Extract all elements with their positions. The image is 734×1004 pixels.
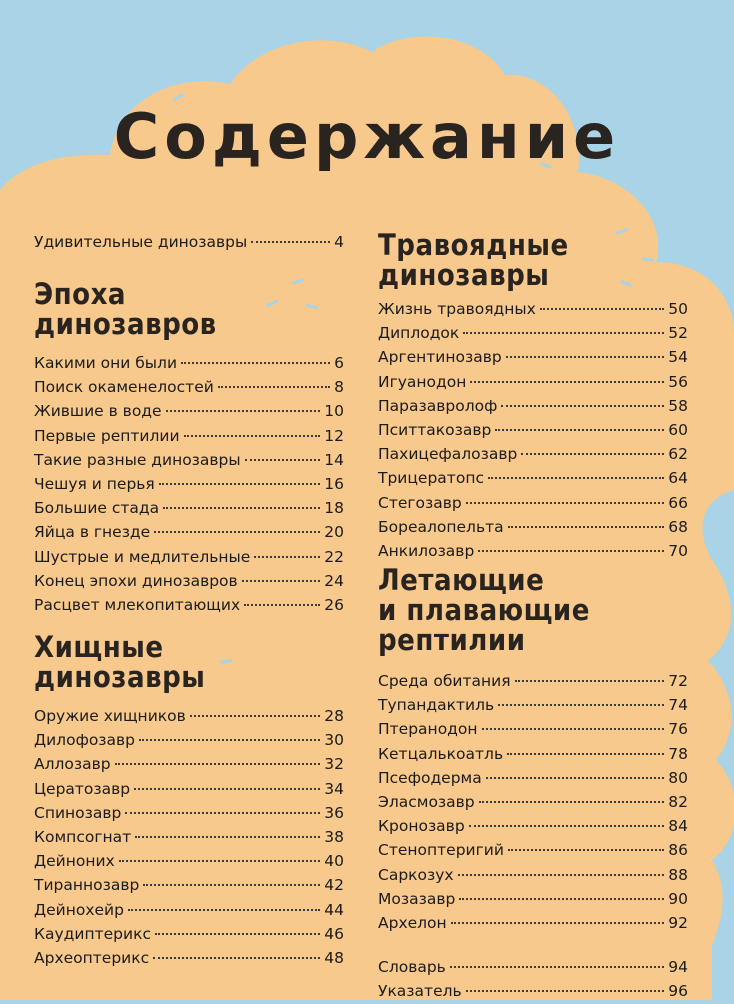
toc-entry-page: 42 [324,876,344,895]
toc-entry-page: 12 [324,426,344,445]
toc-entry-title: Пситтакозавр [378,421,492,440]
toc-entry-page: 70 [668,542,688,561]
toc-entry-page: 50 [668,300,688,318]
dot-leader [463,332,664,334]
toc-entry-page: 90 [668,889,688,908]
toc-entry-page: 8 [334,378,344,397]
toc-entry-title: Пахицефалозавр [378,445,518,464]
section-heading: Хищные динозавры [34,630,206,694]
toc-entry[interactable] [34,777,344,801]
toc-entry-page: 28 [324,707,344,725]
toc-entry-title: Первые рептилии [34,426,180,445]
dot-leader [506,356,665,358]
toc-entry-title: Каудиптерикс [34,924,151,943]
toc-entry-title: Указатель [378,982,462,1001]
toc-entry[interactable] [34,922,344,946]
dot-leader [125,812,320,814]
toc-entry-title: Тираннозавр [34,876,140,895]
toc-entry[interactable] [34,351,344,375]
dot-leader [119,860,321,862]
toc-entry-page: 22 [324,547,344,566]
toc-entry-title: Яйца в гнезде [34,523,151,542]
toc-entry-title: Словарь [378,958,446,977]
toc-entry[interactable] [34,230,344,254]
toc-entry-title: Такие разные динозавры [34,450,241,469]
toc-entry-title: Расцвет млекопитающих [34,596,241,615]
toc-entry[interactable] [34,593,344,617]
toc-entry-page: 80 [668,768,688,787]
toc-entry[interactable] [378,863,688,887]
dot-leader [181,362,330,364]
toc-entry[interactable] [378,814,688,838]
dot-leader [478,550,664,552]
toc-entry[interactable] [34,728,344,752]
toc-entry-title: Стегозавр [378,493,462,512]
toc-entry-page: 92 [668,914,688,933]
toc-entry[interactable] [378,955,688,979]
dot-leader [466,990,665,992]
section-heading: Летающие и плавающие рептилии [378,563,590,657]
dot-leader [458,874,665,876]
toc-entry[interactable] [34,496,344,520]
toc-entry-page: 44 [324,900,344,919]
dot-leader [154,531,320,533]
toc-entry[interactable] [378,466,688,490]
toc-entry-page: 16 [324,475,344,494]
toc-entry[interactable] [34,873,344,897]
dot-leader [134,788,320,790]
toc-entry-title: Шустрые и медлительные [34,547,251,566]
toc-entry-page: 88 [668,865,688,884]
toc-entry-page: 72 [668,672,688,690]
dot-leader [488,477,664,479]
toc-entry-title: Игуанодон [378,372,467,391]
toc-entry-title: Поиск окаменелостей [34,378,214,397]
toc-entry[interactable] [34,375,344,399]
toc-section-herbivores [378,230,688,563]
toc-entry-page: 48 [324,949,344,968]
dot-leader [508,849,664,851]
dot-leader [479,801,665,803]
dot-leader [469,825,665,827]
toc-entry-title: Удивительные динозавры [34,233,248,251]
toc-entry-page: 36 [324,803,344,822]
dot-leader [115,763,321,765]
toc-entry-page: 60 [668,421,688,440]
toc-entry-page: 24 [324,571,344,590]
toc-entry-page: 76 [668,720,688,739]
toc-entry[interactable] [378,442,688,466]
toc-entry-page: 10 [324,402,344,421]
toc-entry-title: Цератозавр [34,779,131,798]
toc-entry-page: 30 [324,731,344,750]
toc-entry-title: Дилофозавр [34,731,136,750]
dot-leader [163,507,320,509]
toc-entry-title: Птеранодон [378,720,478,739]
toc-entry-title: Среда обитания [378,672,511,690]
page-title: Содержание [113,100,621,173]
toc-entry-list [378,955,688,1003]
toc-entry-page: 74 [668,696,688,715]
dot-leader [508,526,665,528]
toc-entry-page: 26 [324,596,344,615]
toc-section-predators [34,632,344,970]
toc-entry[interactable] [34,946,344,970]
toc-entry-title: Эласмозавр [378,793,475,812]
toc-entry[interactable] [34,849,344,873]
toc-entry[interactable] [378,742,688,766]
toc-entry-page: 68 [668,517,688,536]
toc-entry-page: 46 [324,924,344,943]
toc-entry-title: Аллозавр [34,755,111,774]
toc-entry-title: Компсогнат [34,828,132,847]
toc-entry[interactable] [34,399,344,423]
toc-entry[interactable] [34,801,344,825]
toc-entry[interactable] [378,766,688,790]
toc-entry-page: 86 [668,841,688,860]
toc-entry[interactable] [34,424,344,448]
dot-leader [540,308,664,310]
toc-entry-page: 58 [668,396,688,415]
toc-entry-title: Тупандактиль [378,696,495,715]
toc-column-left [34,230,344,254]
toc-entry-title: Жизнь травоядных [378,300,536,318]
toc-entry-list [378,669,688,935]
toc-entry-title: Оружие хищников [34,707,186,725]
toc-entry-page: 96 [668,982,688,1001]
dot-leader [190,715,321,717]
toc-section-epoch [34,279,344,617]
toc-entry-title: Конец эпохи динозавров [34,571,238,590]
toc-entry-title: Дейноних [34,852,115,871]
toc-entry[interactable] [378,345,688,369]
dot-leader [507,753,664,755]
toc-entry-title: Чешуя и перья [34,475,155,494]
toc-entry-list [34,351,344,617]
toc-entry[interactable] [378,321,688,345]
dot-leader [254,556,320,558]
dot-leader [515,680,665,682]
section-heading: Эпоха динозавров [34,277,217,341]
toc-entry-title: Какими они были [34,354,178,372]
dot-leader [139,739,320,741]
toc-entry-title: Спинозавр [34,803,122,822]
toc-entry[interactable] [34,545,344,569]
toc-entry-page: 6 [334,354,344,372]
toc-entry-page: 84 [668,817,688,836]
dot-leader [218,386,330,388]
toc-entry[interactable] [378,717,688,741]
toc-entry-title: Большие стада [34,499,160,518]
toc-entry[interactable] [378,418,688,442]
toc-entry[interactable] [378,669,688,693]
dot-leader [470,381,664,383]
toc-entry[interactable] [378,911,688,935]
dot-leader [242,580,321,582]
toc-entry-page: 40 [324,852,344,871]
dot-leader [245,459,321,461]
toc-entry-title: Паразавролоф [378,396,498,415]
toc-entry-title: Кетцалькоатль [378,744,504,763]
dot-leader [135,836,320,838]
toc-entry-page: 4 [334,233,344,251]
dot-leader [450,966,664,968]
toc-entry[interactable] [378,838,688,862]
toc-entry[interactable] [378,491,688,515]
dot-leader [501,405,664,407]
toc-entry[interactable] [34,472,344,496]
toc-entry[interactable] [378,297,688,321]
toc-entry-page: 38 [324,828,344,847]
toc-entry-title: Псефодерма [378,768,482,787]
toc-entry-list [34,704,344,970]
toc-entry-title: Жившие в воде [34,402,162,421]
dot-leader [244,604,320,606]
toc-entry[interactable] [34,704,344,728]
toc-entry-page: 34 [324,779,344,798]
toc-entry-title: Кронозавр [378,817,465,836]
toc-entry-page: 18 [324,499,344,518]
toc-entry[interactable] [34,520,344,544]
toc-entry-page: 62 [668,445,688,464]
toc-entry-page: 14 [324,450,344,469]
toc-entry[interactable] [378,539,688,563]
toc-entry-title: Анкилозавр [378,542,475,561]
dot-leader [459,898,664,900]
dot-leader [495,429,664,431]
toc-entry-page: 32 [324,755,344,774]
dot-leader [451,922,665,924]
dot-leader [482,728,665,730]
toc-section-flying-swimming [378,565,688,1004]
toc-entry[interactable] [34,569,344,593]
dot-leader [153,957,320,959]
toc-entry-page: 66 [668,493,688,512]
toc-entry-list [378,297,688,563]
toc-entry[interactable] [378,394,688,418]
toc-entry-page: 78 [668,744,688,763]
dot-leader [521,453,664,455]
dot-leader [155,933,320,935]
toc-entry-page: 20 [324,523,344,542]
dot-leader [498,704,664,706]
toc-entry-title: Трицератопс [378,469,484,488]
toc-entry-title: Архелон [378,914,447,933]
toc-entry[interactable] [378,979,688,1003]
toc-entry[interactable] [34,898,344,922]
toc-entry-title: Диплодок [378,324,460,343]
dot-leader [143,884,320,886]
toc-entry[interactable] [34,752,344,776]
toc-entry-title: Стеноптеригий [378,841,504,860]
toc-entry-page: 64 [668,469,688,488]
toc-entry[interactable] [378,515,688,539]
toc-entry-title: Мозазавр [378,889,456,908]
toc-entry-page: 82 [668,793,688,812]
dot-leader [486,777,665,779]
toc-entry-page: 94 [668,958,688,977]
dot-leader [251,241,330,243]
dot-leader [466,502,665,504]
toc-entry[interactable] [378,887,688,911]
toc-entry-title: Археоптерикс [34,949,150,968]
section-heading: Травоядные динозавры [378,228,569,292]
toc-entry-page: 52 [668,324,688,343]
dot-leader [128,909,320,911]
toc-entry-page: 54 [668,348,688,367]
toc-entry[interactable] [34,448,344,472]
toc-entry[interactable] [378,370,688,394]
toc-entry[interactable] [378,790,688,814]
toc-entry-page: 56 [668,372,688,391]
dot-leader [159,483,321,485]
dot-leader [184,435,321,437]
toc-entry[interactable] [34,825,344,849]
toc-entry-title: Бореалопельта [378,517,504,536]
toc-entry-title: Аргентинозавр [378,348,502,367]
toc-entry-title: Саркозух [378,865,454,884]
toc-entry-title: Дейнохейр [34,900,124,919]
dot-leader [166,410,321,412]
toc-entry[interactable] [378,693,688,717]
